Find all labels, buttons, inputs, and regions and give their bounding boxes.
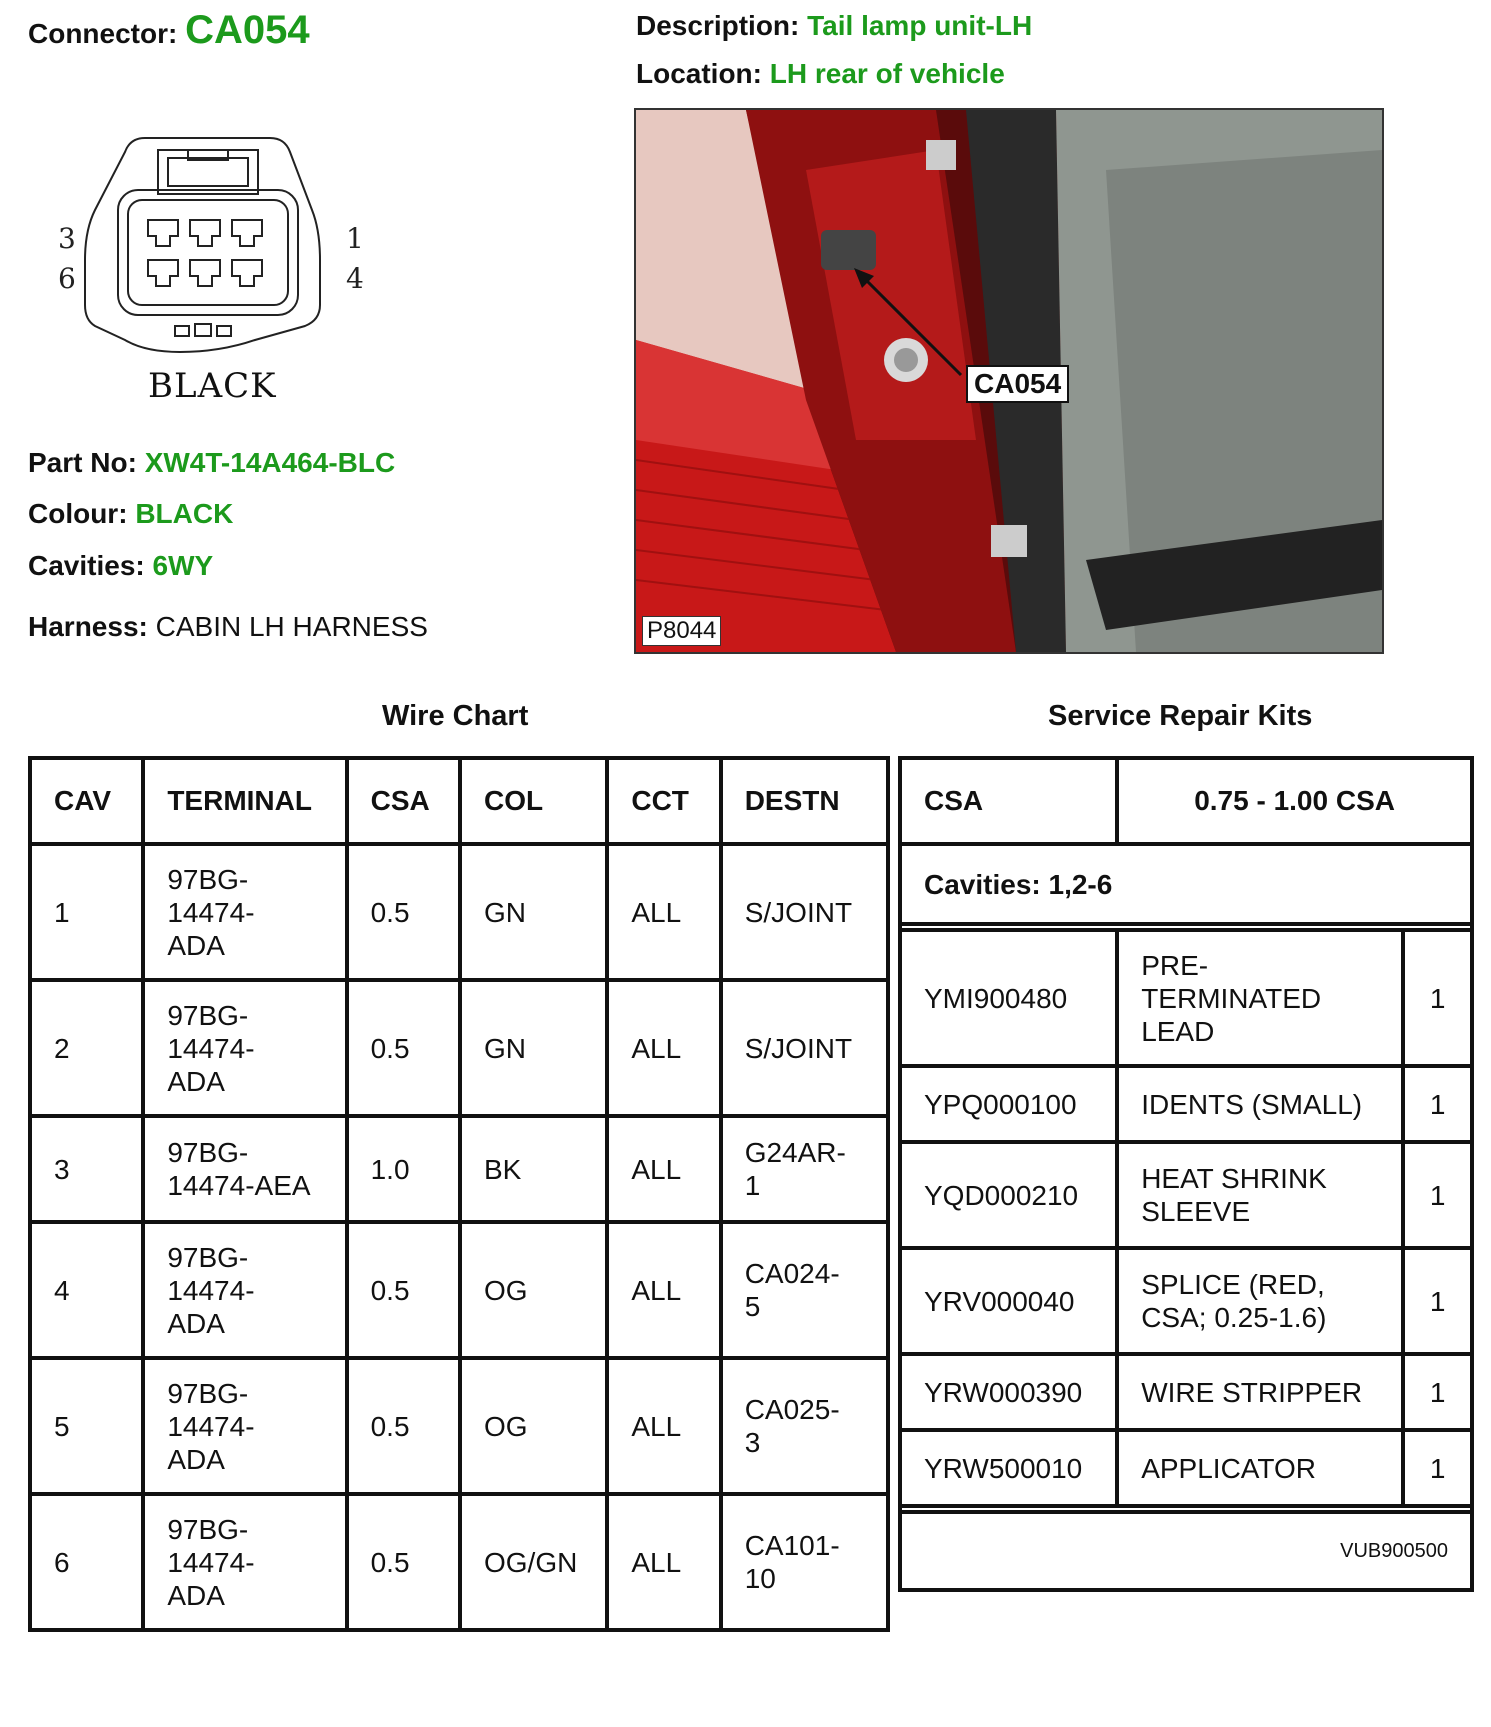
table-row: [30, 1494, 888, 1630]
wire-chart-table: [28, 756, 890, 1632]
kit-part-number: YRW000390: [900, 1354, 1117, 1430]
wire-chart-header-row: [30, 758, 888, 844]
service-kits-table: [898, 756, 1474, 1592]
cell-cav: 5: [30, 1358, 143, 1494]
table-row: [30, 1222, 888, 1358]
kit-description: IDENTS (SMALL): [1117, 1066, 1403, 1142]
header-destn: DESTN: [721, 758, 888, 844]
cell-col: OG: [460, 1222, 607, 1358]
location-value: LH rear of vehicle: [769, 58, 1005, 89]
cell-cav: 4: [30, 1222, 143, 1358]
kits-footer-code: VUB900500: [900, 1512, 1472, 1590]
cavities-label: Cavities:: [28, 550, 145, 581]
kit-row: [900, 1248, 1472, 1354]
kit-part-number: YRV000040: [900, 1248, 1117, 1354]
cell-col: BK: [460, 1116, 607, 1222]
cavities-value: 6WY: [152, 550, 214, 581]
kit-part-number: YMI900480: [900, 930, 1117, 1066]
connector-colour-caption: BLACK: [148, 366, 277, 406]
harness-line: [28, 611, 428, 643]
cell-terminal: 97BG- 14474- ADA: [143, 1358, 346, 1494]
wire-chart-title: Wire Chart: [382, 700, 529, 732]
pin-label-3: 3: [58, 222, 76, 255]
cell-csa: 0.5: [347, 844, 460, 980]
cell-col: OG/GN: [460, 1494, 607, 1630]
cell-cct: ALL: [607, 1358, 720, 1494]
harness-value: CABIN LH HARNESS: [155, 611, 428, 642]
cell-cav: 6: [30, 1494, 143, 1630]
header-col: COL: [460, 758, 607, 844]
description-label: Description:: [636, 10, 800, 41]
cell-cav: 1: [30, 844, 143, 980]
connector-outline-icon: [50, 130, 380, 370]
kits-cavities-row: [900, 844, 1472, 924]
description-value: Tail lamp unit-LH: [807, 10, 1033, 41]
kit-row: [900, 930, 1472, 1066]
kit-description: APPLICATOR: [1117, 1430, 1403, 1506]
kits-header-row: [900, 758, 1472, 844]
cavities-line: [28, 550, 213, 582]
connector-heading: [28, 8, 310, 53]
cell-col: GN: [460, 844, 607, 980]
cell-cav: 3: [30, 1116, 143, 1222]
kits-cavities-text: Cavities: 1,2-6: [900, 844, 1472, 924]
kit-row: [900, 1142, 1472, 1248]
cell-destn: CA025- 3: [721, 1358, 888, 1494]
kit-quantity: 1: [1403, 930, 1472, 1066]
cell-cct: ALL: [607, 1494, 720, 1630]
kits-header-csa-range: 0.75 - 1.00 CSA: [1117, 758, 1472, 844]
kit-quantity: 1: [1403, 1430, 1472, 1506]
kit-quantity: 1: [1403, 1248, 1472, 1354]
pin-label-6: 6: [58, 262, 76, 295]
table-row: [30, 1358, 888, 1494]
kits-footer-row: [900, 1512, 1472, 1590]
kit-quantity: 1: [1403, 1142, 1472, 1248]
cell-cct: ALL: [607, 1222, 720, 1358]
kits-header-csa: CSA: [900, 758, 1117, 844]
table-row: [30, 980, 888, 1116]
location-label: Location:: [636, 58, 762, 89]
cell-csa: 0.5: [347, 1494, 460, 1630]
kit-quantity: 1: [1403, 1066, 1472, 1142]
header-cav: CAV: [30, 758, 143, 844]
cell-csa: 1.0: [347, 1116, 460, 1222]
cell-col: GN: [460, 980, 607, 1116]
header-cct: CCT: [607, 758, 720, 844]
service-kits-title: Service Repair Kits: [1048, 700, 1313, 732]
cell-cct: ALL: [607, 1116, 720, 1222]
kit-description: SPLICE (RED, CSA; 0.25-1.6): [1117, 1248, 1403, 1354]
header-terminal: TERMINAL: [143, 758, 346, 844]
harness-label: Harness:: [28, 611, 148, 642]
table-row: [30, 1116, 888, 1222]
pin-label-1: 1: [346, 222, 364, 255]
kit-description: WIRE STRIPPER: [1117, 1354, 1403, 1430]
cell-destn: S/JOINT: [721, 980, 888, 1116]
cell-destn: CA024- 5: [721, 1222, 888, 1358]
location-photo: [634, 108, 1384, 654]
kit-row: [900, 1354, 1472, 1430]
cell-destn: CA101- 10: [721, 1494, 888, 1630]
kit-part-number: YPQ000100: [900, 1066, 1117, 1142]
connector-id: CA054: [185, 8, 310, 52]
colour-label: Colour:: [28, 498, 128, 529]
photo-reference-code: P8044: [642, 616, 721, 646]
cell-csa: 0.5: [347, 1222, 460, 1358]
cell-csa: 0.5: [347, 980, 460, 1116]
photo-callout-label: CA054: [966, 365, 1069, 403]
cell-col: OG: [460, 1358, 607, 1494]
colour-line: [28, 498, 233, 530]
kit-description: PRE- TERMINATED LEAD: [1117, 930, 1403, 1066]
cell-cav: 2: [30, 980, 143, 1116]
cell-terminal: 97BG- 14474- ADA: [143, 1494, 346, 1630]
connector-label: Connector:: [28, 18, 178, 49]
kit-row: [900, 1430, 1472, 1506]
part-no-value: XW4T-14A464-BLC: [144, 447, 396, 478]
cell-destn: G24AR- 1: [721, 1116, 888, 1222]
cell-terminal: 97BG- 14474- ADA: [143, 980, 346, 1116]
header-csa: CSA: [347, 758, 460, 844]
part-no-line: [28, 447, 395, 479]
cell-csa: 0.5: [347, 1358, 460, 1494]
description-line: [636, 10, 1032, 42]
cell-terminal: 97BG- 14474- ADA: [143, 1222, 346, 1358]
kit-row: [900, 1066, 1472, 1142]
kit-part-number: YRW500010: [900, 1430, 1117, 1506]
table-row: [30, 844, 888, 980]
cell-cct: ALL: [607, 980, 720, 1116]
cell-cct: ALL: [607, 844, 720, 980]
cell-destn: S/JOINT: [721, 844, 888, 980]
kit-part-number: YQD000210: [900, 1142, 1117, 1248]
cell-terminal: 97BG- 14474-AEA: [143, 1116, 346, 1222]
part-no-label: Part No:: [28, 447, 137, 478]
kit-description: HEAT SHRINK SLEEVE: [1117, 1142, 1403, 1248]
kit-quantity: 1: [1403, 1354, 1472, 1430]
cell-terminal: 97BG- 14474- ADA: [143, 844, 346, 980]
pin-label-4: 4: [346, 262, 364, 295]
location-line: [636, 58, 1005, 90]
colour-value: BLACK: [135, 498, 234, 529]
